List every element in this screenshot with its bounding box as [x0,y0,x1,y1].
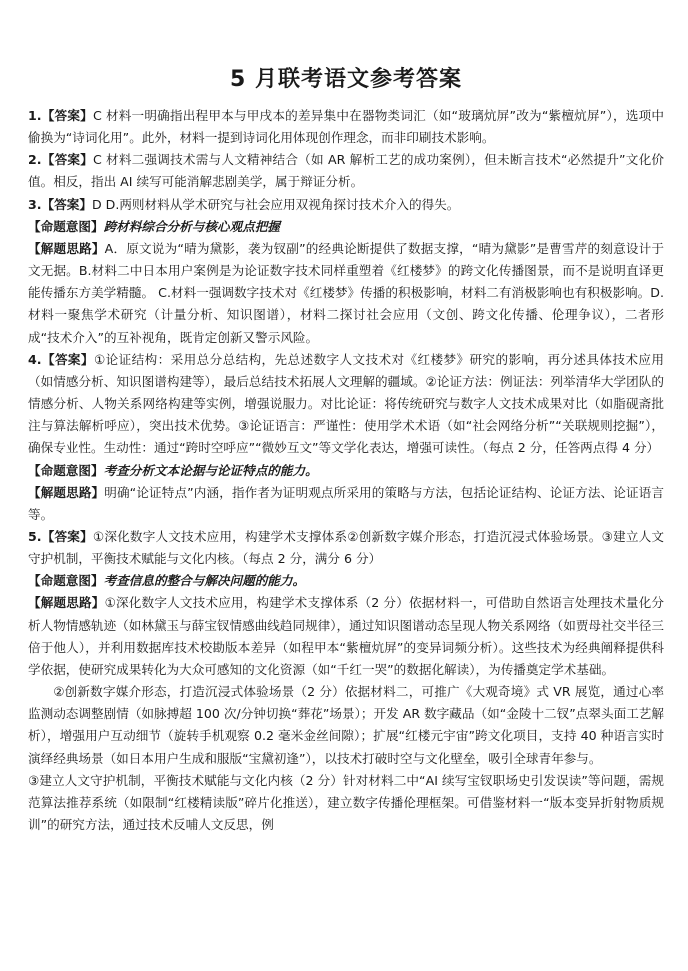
answer-paragraph [28,349,664,460]
paragraph-text: D D.两则材料从学术研究与社会应用双视角探讨技术介入的得失。 [91,196,460,212]
paragraph-subtitle: 考查分析文本论据与论证特点的能力。 [103,462,318,478]
paragraph-lead: 【解题思路】 [28,595,105,611]
answer-paragraph [28,482,664,526]
paragraph-text: A．原文说为“晴为黛影，袭为钗副”的经典论断提供了数据支撑，“晴为黛影”是曹雪芹的刻意设计于文无据。B.材料二中日本用户案例是为论证数字技术同样重塑着《红楼梦》的跨文化传播图景，而不是说明直译更能传播东方美学精髓。 C.材料一强调数字技术对《红楼梦》传播的积极影响，材料二有消极影响也有积极影响。D.材料一聚焦学术研究（计量分析、知识图谱），材料二探讨社会应用（文创、跨文化传播、伦理争议），二者形成“技术介入”的互补视角，既肯定创新又警示风险。 [28,240,665,345]
answer-paragraph [28,105,664,149]
paragraph-lead: 【命题意图】 [28,218,104,234]
answer-paragraph [28,592,664,681]
paragraph-lead: 4.【答案】 [28,351,94,367]
paragraph-lead: 【命题意图】 [28,573,104,589]
answer-paragraph [28,770,664,836]
answer-paragraph [28,570,664,592]
paragraph-text: ①论证结构：采用总分总结构，先总述数字人文技术对《红楼梦》研究的影响，再分述具体技术应用（如情感分析、知识图谱构建等），最后总结技术拓展人文理解的疆域。②论证方法：例证法：列举清华大学团队的情感分析、人物关系网络构建等实例，增强说服力。对比论证：将传统研究与数字人文技术成果对比（如脂砚斋批注与算法解析呼应），突出技术优势。③论证语言：严谨性：使用学术术语（如“社会网络分析”“关联规则挖掘”），确保专业性。生动性：通过“跨时空呼应”“微妙互文”等文学化表达，增强可读性。（每点 2 分，任答两点得 4 分） [28,351,664,456]
answer-paragraph [28,460,664,482]
answer-paragraph [28,526,664,570]
paragraph-lead: 【解题思路】 [28,240,105,256]
paragraph-text: ②创新数字媒介形态，打造沉浸式体验场景（2 分）依据材料二，可推广《大观奇境》式 VR 展览，通过心率监测动态调整剧情（如脉搏超 100 次/分钟切换“葬花”场景）；开发 AR 数字藏品（如“金陵十二钗”点翠头面工艺解析），增强用户互动细节（旋转手机观察 0.2 毫米金丝间隙）；扩展“红楼元宇宙”跨文化项目，支持 40 种语言实时演绎经典场景（如日本用户生成和服版“宝黛初逢”），以技术打破时空与文化壁垒，吸引全球青年参与。 [28,684,664,766]
answer-paragraph [28,194,664,216]
answer-paragraph [28,238,664,349]
answer-paragraph [28,681,664,770]
answer-document [28,62,664,836]
paragraph-subtitle: 跨材料综合分析与核心观点把握 [103,218,280,234]
paragraph-text: ①深化数字人文技术应用，构建学术支撑体系②创新数字媒介形态，打造沉浸式体验场景。③建立人文守护机制，平衡技术赋能与文化内核。（每点 2 分，满分 6 分） [28,528,664,567]
paragraph-subtitle: 考查信息的整合与解决问题的能力。 [103,573,306,589]
paragraph-lead: 5.【答案】 [28,528,93,544]
paragraph-lead: 【命题意图】 [28,462,104,478]
paragraph-text: C 材料一明确指出程甲本与甲戌本的差异集中在器物类词汇（如“玻璃炕屏”改为“紫檀炕屏”），选项中偷换为“诗词化用”。此外，材料一提到诗词化用体现创作理念，而非印刷技术影响。 [28,108,664,146]
paragraph-lead: 3.【答案】 [28,196,92,212]
paragraph-text: ①深化数字人文技术应用，构建学术支撑体系（2 分）依据材料一，可借助自然语言处理技术量化分析人物情感轨迹（如林黛玉与薛宝钗情感曲线趋同规律），通过知识图谱动态呈现人物关系网络（如贾母社交半径三倍于他人），并利用数据库技术校勘版本差异（如程甲本“紫檀炕屏”的变异词频分析）。这些技术为经典阐释提供科学依据，使研究成果转化为大众可感知的文化资源（如“千红一哭”的数据化解读），为传播奠定学术基础。 [28,595,665,677]
paragraph-lead: 1.【答案】 [28,108,93,123]
paragraph-lead: 【解题思路】 [28,484,105,500]
paragraph-text: 明确“论证特点”内涵，指作者为证明观点所采用的策略与方法，包括论证结构、论证方法、论证语言等。 [28,484,664,522]
answer-paragraph [28,149,664,193]
paragraph-text: C 材料二强调技术需与人文精神结合（如 AR 解析工艺的成功案例），但未断言技术“必然提升”文化价值。相反，指出 AI 续写可能消解悲剧美学，属于辩证分析。 [28,152,664,190]
paragraph-text: ③建立人文守护机制，平衡技术赋能与文化内核（2 分）针对材料二中“AI 续写宝钗职场史引发误读”等问题，需规范算法推荐系统（如限制“红楼精读版”碎片化推送），建立数字传播伦理框架。可借鉴材料一“版本变异折射物质规训”的研究方法，通过技术反哺人文反思，例 [28,772,664,832]
paragraph-lead: 2.【答案】 [28,152,94,168]
document-title: 5 月联考语文参考答案 [230,67,462,92]
answer-paragraph [28,216,664,238]
document-body [28,105,664,836]
